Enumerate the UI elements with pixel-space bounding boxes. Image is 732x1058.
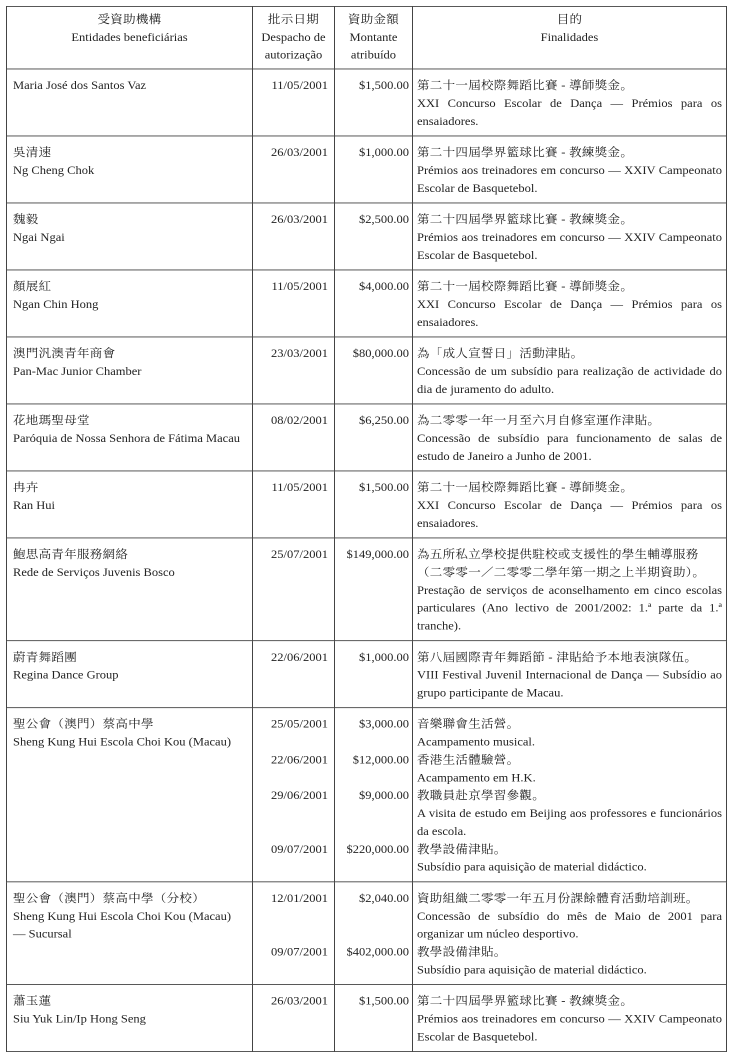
purpose-pt: XXI Concurso Escolar de Dança — Prémios para os ensaiadores. — [417, 97, 722, 128]
date-cell — [253, 882, 335, 985]
purpose-pt: Prémios aos treinadores em concurso — XXIV Campeonato Escolar de Basquetebol. — [417, 231, 722, 262]
entity-name-line: 蕭玉蓮 — [13, 994, 52, 1008]
purpose-zh: 第二十四屆學界籃球比賽 - 教練獎金。 — [417, 213, 634, 226]
purpose-zh: 為「成人宣誓日」活動津貼。 — [417, 347, 584, 360]
entity-name-line: 鮑思高青年服務網絡 — [13, 548, 129, 561]
entity-name-line: Ngan Chin Hong — [13, 298, 99, 311]
grant-amount: $2,500.00 — [359, 213, 409, 226]
purpose-pt: XXI Concurso Escolar de Dança — Prémios para os ensaiadores. — [417, 499, 722, 530]
purpose-cell — [413, 538, 727, 641]
date-cell — [253, 641, 335, 708]
grant-amount: $6,250.00 — [359, 414, 409, 427]
date-cell — [253, 270, 335, 337]
header-date — [253, 6, 335, 69]
purpose-pt: Prémios aos treinadores em concurso — XXIV Campeonato Escolar de Basquetebol. — [417, 1012, 722, 1044]
purpose-zh: 教職員赴京學習參觀。 — [417, 789, 546, 802]
grant-amount: $1,500.00 — [359, 994, 409, 1008]
entity-name-line: Sheng Kung Hui Escola Choi Kou (Macau) — [13, 735, 232, 749]
entity-cell — [7, 471, 253, 538]
purpose-pt: Concessão de um subsídio para realização de actividade do dia de juramento do adulto. — [417, 365, 722, 396]
table-row — [7, 471, 727, 538]
grant-date: 22/06/2001 — [271, 753, 328, 767]
date-cell — [253, 538, 335, 641]
amount-cell — [335, 471, 413, 538]
purpose-pt: Subsídio para aquisição de material didáctico. — [417, 860, 647, 874]
purpose-pt: Subsídio para aquisição de material didáctico. — [417, 963, 647, 977]
header-entity-pt: Entidades beneficiárias — [71, 31, 188, 44]
entity-name-line: Ran Hui — [13, 499, 56, 512]
entity-name-line: 聖公會（澳門）蔡高中學 — [13, 717, 154, 731]
purpose-entry — [417, 479, 722, 533]
purpose-pt: Acampamento musical. — [417, 735, 536, 749]
purpose-entry — [417, 546, 722, 635]
purpose-cell — [413, 136, 727, 203]
date-cell — [253, 69, 335, 136]
grant-date: 09/07/2001 — [271, 945, 328, 959]
entity-cell — [7, 538, 253, 641]
amount-cell — [335, 69, 413, 136]
entity-name-line: 澳門汎澳青年商會 — [13, 347, 116, 360]
amount-cell — [335, 708, 413, 882]
grant-date: 29/06/2001 — [271, 789, 328, 802]
purpose-entry — [417, 992, 722, 1046]
grant-amount: $402,000.00 — [346, 945, 409, 959]
table-row — [7, 404, 727, 471]
entity-name-line: Paróquia de Nossa Senhora de Fátima Macau — [13, 432, 241, 445]
purpose-pt: Prémios aos treinadores em concurso — XXIV Campeonato Escolar de Basquetebol. — [417, 164, 722, 195]
table-row — [7, 538, 727, 641]
grant-amount: $9,000.00 — [359, 789, 409, 802]
grant-date: 25/07/2001 — [271, 548, 328, 561]
amount-cell — [335, 136, 413, 203]
purpose-entry — [417, 889, 722, 943]
table-row — [7, 641, 727, 708]
table-row — [7, 882, 727, 985]
grant-date: 11/05/2001 — [271, 280, 328, 293]
entity-cell — [7, 641, 253, 708]
purpose-entry — [417, 751, 722, 787]
entity-name-line: Ng Cheng Chok — [13, 164, 95, 177]
grant-amount: $1,500.00 — [359, 481, 409, 494]
entity-name-line: Maria José dos Santos Vaz — [13, 79, 147, 92]
purpose-cell — [413, 882, 727, 985]
entity-name-line: Regina Dance Group — [13, 668, 119, 682]
purpose-entry — [417, 787, 722, 841]
date-cell — [253, 203, 335, 270]
header-date-zh: 批示日期 — [267, 13, 320, 26]
grant-date: 08/02/2001 — [271, 414, 328, 427]
grant-date: 11/05/2001 — [271, 79, 328, 92]
entity-name-line: 顏展紅 — [13, 280, 52, 293]
purpose-entry — [417, 840, 722, 876]
entity-name-line: Pan-Mac Junior Chamber — [13, 365, 142, 378]
purpose-cell — [413, 708, 727, 882]
amount-cell — [335, 270, 413, 337]
entity-name-line: Rede de Serviços Juvenis Bosco — [13, 566, 175, 579]
entity-name-line: — Sucursal — [13, 927, 72, 941]
table-row — [7, 203, 727, 270]
date-cell — [253, 404, 335, 471]
grant-date: 12/01/2001 — [271, 892, 328, 905]
purpose-pt: Acampamento em H.K. — [417, 771, 536, 785]
entity-name-line: 冉卉 — [13, 481, 39, 494]
header-amount — [335, 6, 413, 69]
purpose-pt: Concessão de subsídio para funcionamento de salas de estudo de Janeiro a Junho de 2001. — [417, 432, 722, 463]
amount-cell — [335, 882, 413, 985]
entity-name-line: Siu Yuk Lin/Ip Hong Seng — [13, 1012, 146, 1026]
purpose-zh: 第二十一屆校際舞蹈比賽 - 導師獎金。 — [417, 79, 634, 92]
grants-table — [6, 6, 727, 1052]
grant-amount: $1,000.00 — [359, 146, 409, 159]
purpose-pt: Prestação de serviços de aconselhamento em cinco escolas particulares (Ano lectivo de 2001/2002: 1.ª parte da 1.ª tranche). — [417, 583, 722, 633]
table-row — [7, 708, 727, 882]
grant-amount: $2,040.00 — [359, 892, 409, 905]
date-cell — [253, 471, 335, 538]
entity-name-line: 聖公會（澳門）蔡高中學（分校） — [13, 892, 206, 905]
purpose-pt: VIII Festival Juvenil Internacional de Dança — Subsídio ao grupo participante de Macau. — [417, 668, 722, 700]
grant-date: 26/03/2001 — [271, 213, 328, 226]
table-row — [7, 270, 727, 337]
grant-amount: $12,000.00 — [352, 753, 409, 767]
table-row — [7, 337, 727, 404]
entity-name-line: Ngai Ngai — [13, 231, 65, 244]
entity-cell — [7, 882, 253, 985]
table-row — [7, 69, 727, 136]
header-date-pt2: autorização — [264, 48, 323, 62]
entity-cell — [7, 270, 253, 337]
grant-amount: $1,000.00 — [359, 650, 409, 664]
purpose-zh: 教學設備津貼。 — [417, 945, 507, 959]
purpose-zh: 為二零零一年一月至六月自修室運作津貼。 — [417, 414, 661, 427]
purpose-zh: 第二十一屆校際舞蹈比賽 - 導師獎金。 — [417, 280, 634, 293]
header-purpose-zh: 目的 — [556, 13, 583, 26]
grant-date: 11/05/2001 — [271, 481, 328, 494]
purpose-zh: 資助組織二零零一年五月份課餘體育活動培訓班。 — [417, 892, 699, 905]
header-entity — [7, 6, 253, 69]
grant-amount: $4,000.00 — [359, 280, 409, 293]
purpose-cell — [413, 404, 727, 471]
entity-cell — [7, 203, 253, 270]
entity-cell — [7, 69, 253, 136]
amount-cell — [335, 203, 413, 270]
purpose-zh: 教學設備津貼。 — [417, 842, 507, 856]
amount-cell — [335, 641, 413, 708]
grant-amount: $80,000.00 — [352, 347, 409, 360]
table-row — [7, 136, 727, 203]
header-amount-pt1: Montante — [349, 31, 398, 44]
purpose-entry — [417, 715, 722, 751]
date-cell — [253, 337, 335, 404]
entity-name-line: 花地瑪聖母堂 — [13, 414, 90, 427]
purpose-cell — [413, 270, 727, 337]
entity-cell — [7, 136, 253, 203]
header-entity-zh: 受資助機構 — [97, 13, 162, 26]
purpose-pt: Concessão de subsídio do mês de Maio de 2001 para organizar um núcleo desportivo. — [417, 909, 722, 941]
amount-cell — [335, 985, 413, 1052]
amount-cell — [335, 538, 413, 641]
grant-date: 09/07/2001 — [271, 842, 328, 856]
purpose-entry — [417, 278, 722, 332]
purpose-zh: 第二十一屆校際舞蹈比賽 - 導師獎金。 — [417, 481, 634, 494]
purpose-cell — [413, 471, 727, 538]
purpose-cell — [413, 985, 727, 1052]
header-amount-pt2: atribuído — [350, 48, 397, 62]
grant-date: 26/03/2001 — [271, 146, 328, 159]
grant-date: 22/06/2001 — [271, 650, 328, 664]
entity-name-line: 吳清速 — [13, 146, 52, 159]
purpose-entry — [417, 144, 722, 198]
purpose-entry — [417, 77, 722, 131]
grant-date: 25/05/2001 — [271, 717, 328, 731]
entity-cell — [7, 985, 253, 1052]
purpose-entry — [417, 211, 722, 265]
purpose-zh: 第八屆國際青年舞蹈節 - 津貼給予本地表演隊伍。 — [417, 650, 698, 664]
purpose-cell — [413, 641, 727, 708]
table-body — [7, 69, 727, 1052]
grant-amount: $3,000.00 — [359, 717, 409, 731]
date-cell — [253, 136, 335, 203]
amount-cell — [335, 337, 413, 404]
purpose-zh: 為五所私立學校提供駐校或支援性的學生輔導服務（二零零一／二零零二學年第一期之上半期資助）。 — [417, 548, 706, 579]
entity-name-line: 蔚青舞蹈團 — [13, 650, 78, 664]
grant-date: 23/03/2001 — [271, 347, 328, 360]
entity-cell — [7, 404, 253, 471]
purpose-zh: 第二十四屆學界籃球比賽 - 教練獎金。 — [417, 994, 634, 1008]
grant-amount: $1,500.00 — [359, 79, 409, 92]
purpose-cell — [413, 69, 727, 136]
grants-table-page — [6, 6, 726, 1052]
table-row — [7, 985, 727, 1052]
grant-date: 26/03/2001 — [271, 994, 328, 1008]
entity-cell — [7, 708, 253, 882]
date-cell — [253, 985, 335, 1052]
entity-name-line: 魏毅 — [13, 213, 39, 226]
purpose-entry — [417, 345, 722, 399]
purpose-pt: XXI Concurso Escolar de Dança — Prémios para os ensaiadores. — [417, 298, 722, 329]
purpose-pt: A visita de estudo em Beijing aos professores e funcionários da escola. — [417, 807, 722, 838]
purpose-cell — [413, 337, 727, 404]
table-header-row — [7, 6, 727, 69]
header-purpose — [413, 6, 727, 69]
purpose-entry — [417, 648, 722, 702]
amount-cell — [335, 404, 413, 471]
header-date-pt1: Despacho de — [261, 31, 326, 44]
purpose-zh: 第二十四屆學界籃球比賽 - 教練獎金。 — [417, 146, 634, 159]
purpose-cell — [413, 203, 727, 270]
purpose-entry — [417, 943, 722, 979]
grant-amount: $220,000.00 — [346, 842, 409, 856]
purpose-zh: 音樂聯會生活營。 — [417, 717, 520, 731]
entity-cell — [7, 337, 253, 404]
grant-amount: $149,000.00 — [346, 548, 409, 561]
header-purpose-pt: Finalidades — [540, 31, 599, 44]
entity-name-line: Sheng Kung Hui Escola Choi Kou (Macau) — [13, 909, 232, 923]
header-amount-zh: 資助金額 — [347, 13, 400, 26]
date-cell — [253, 708, 335, 882]
purpose-zh: 香港生活體驗營。 — [417, 753, 520, 767]
purpose-entry — [417, 412, 722, 466]
